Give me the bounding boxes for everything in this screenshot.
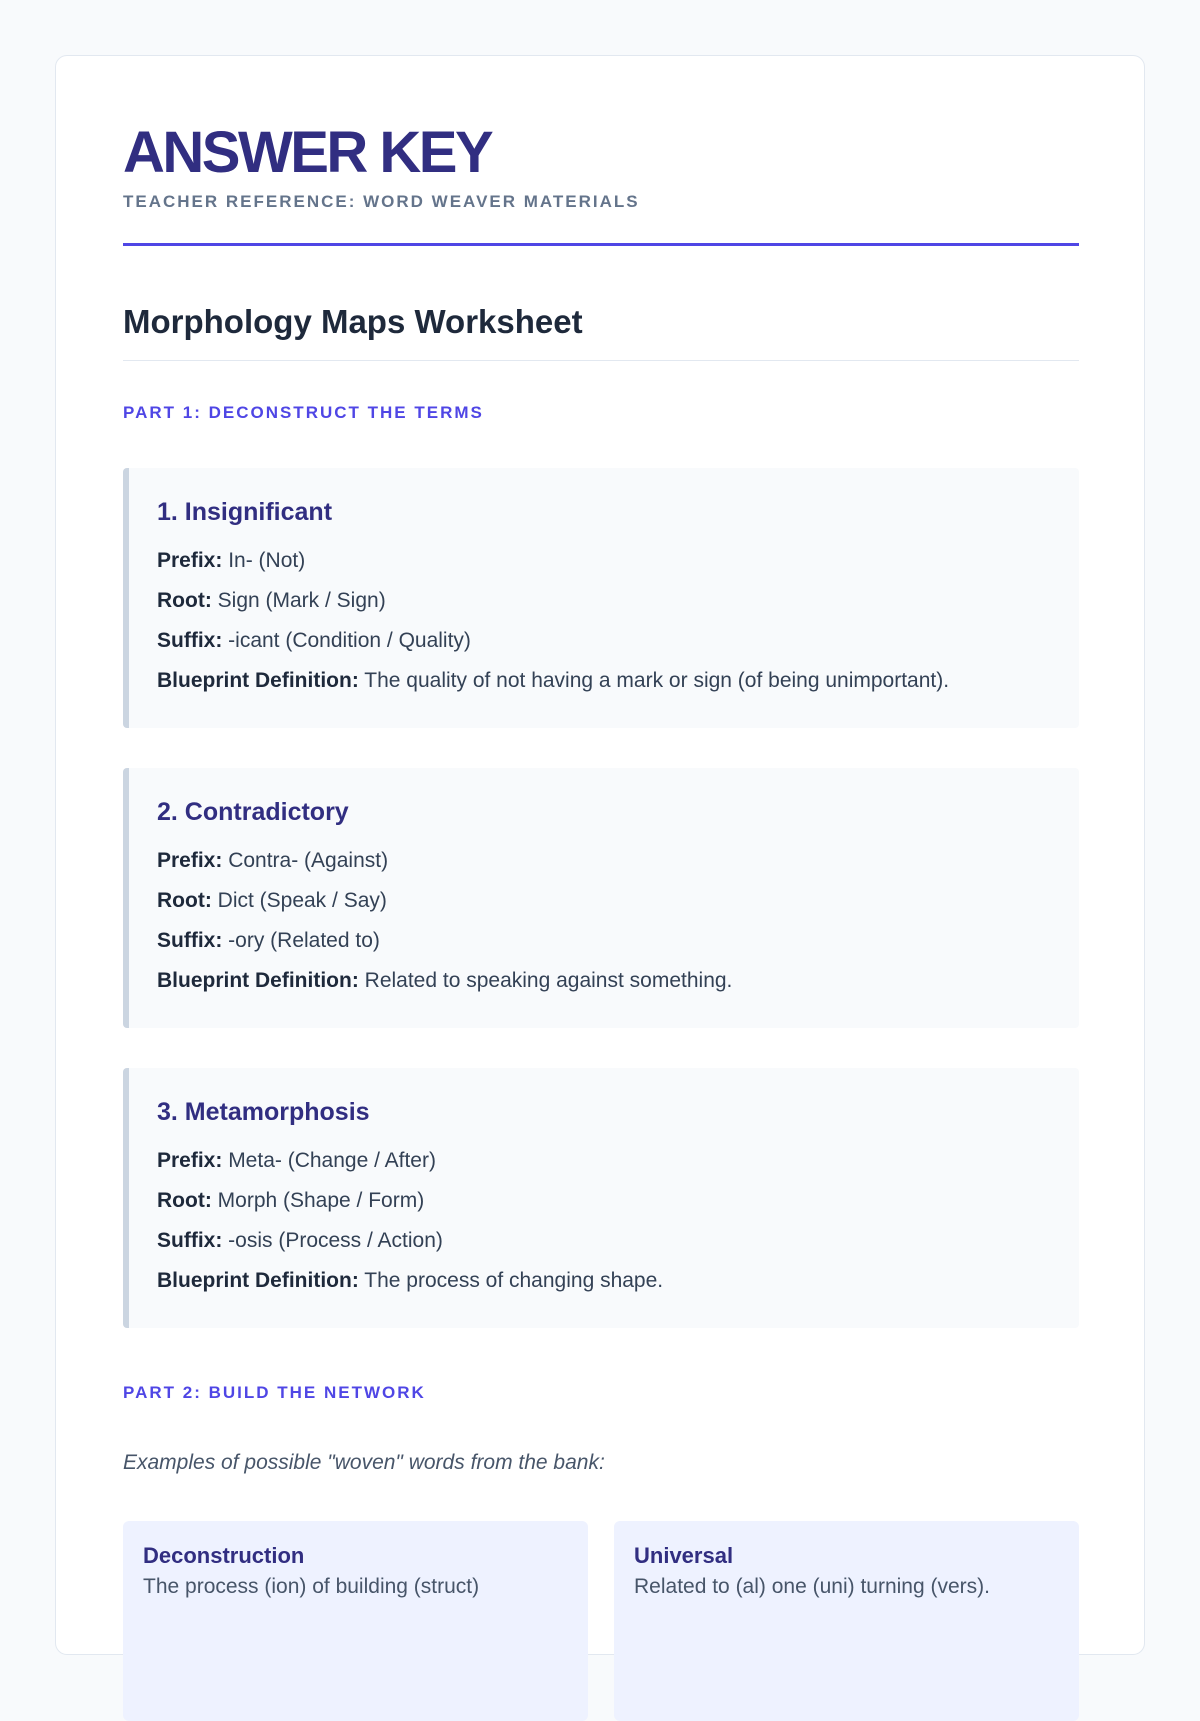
term-title: 3. Metamorphosis [157,1098,370,1126]
root-line: Root: Sign (Mark / Sign) [157,589,386,612]
answer-key-sheet [55,55,1145,1655]
part2-intro: Examples of possible "woven" words from the bank: [123,1451,605,1474]
part1-heading: PART 1: DECONSTRUCT THE TERMS [123,403,484,422]
prefix-line: Prefix: Meta- (Change / After) [157,1149,436,1172]
term-title: 2. Contradictory [157,798,349,826]
definition-line: Blueprint Definition: The process of changing shape. [157,1269,664,1292]
root-line: Root: Morph (Shape / Form) [157,1189,425,1212]
term-box-1 [123,468,1079,728]
woven-word-card [614,1521,1079,1721]
definition-line: Blueprint Definition: Related to speaking against something. [157,969,733,992]
woven-word-card [123,1521,588,1721]
prefix-line: Prefix: In- (Not) [157,549,306,572]
suffix-line: Suffix: -icant (Condition / Quality) [157,629,471,652]
header-divider [123,243,1079,246]
part2-heading: PART 2: BUILD THE NETWORK [123,1383,426,1402]
term-box-3 [123,1068,1079,1328]
page-subtitle: TEACHER REFERENCE: WORD WEAVER MATERIALS [123,192,640,211]
term-box-2 [123,768,1079,1028]
page-title: ANSWER KEY [123,120,492,185]
term-title: 1. Insignificant [157,498,333,526]
card-text: The process (ion) of building (struct) [143,1575,480,1598]
prefix-line: Prefix: Contra- (Against) [157,849,389,872]
title-divider [123,360,1079,361]
card-text: Related to (al) one (uni) turning (vers). [634,1575,990,1598]
worksheet-title: Morphology Maps Worksheet [123,303,583,340]
card-title: Deconstruction [143,1543,305,1568]
suffix-line: Suffix: -osis (Process / Action) [157,1229,443,1252]
definition-line: Blueprint Definition: The quality of not having a mark or sign (of being unimportant). [157,669,950,692]
root-line: Root: Dict (Speak / Say) [157,889,387,912]
card-title: Universal [634,1543,734,1568]
suffix-line: Suffix: -ory (Related to) [157,929,380,952]
